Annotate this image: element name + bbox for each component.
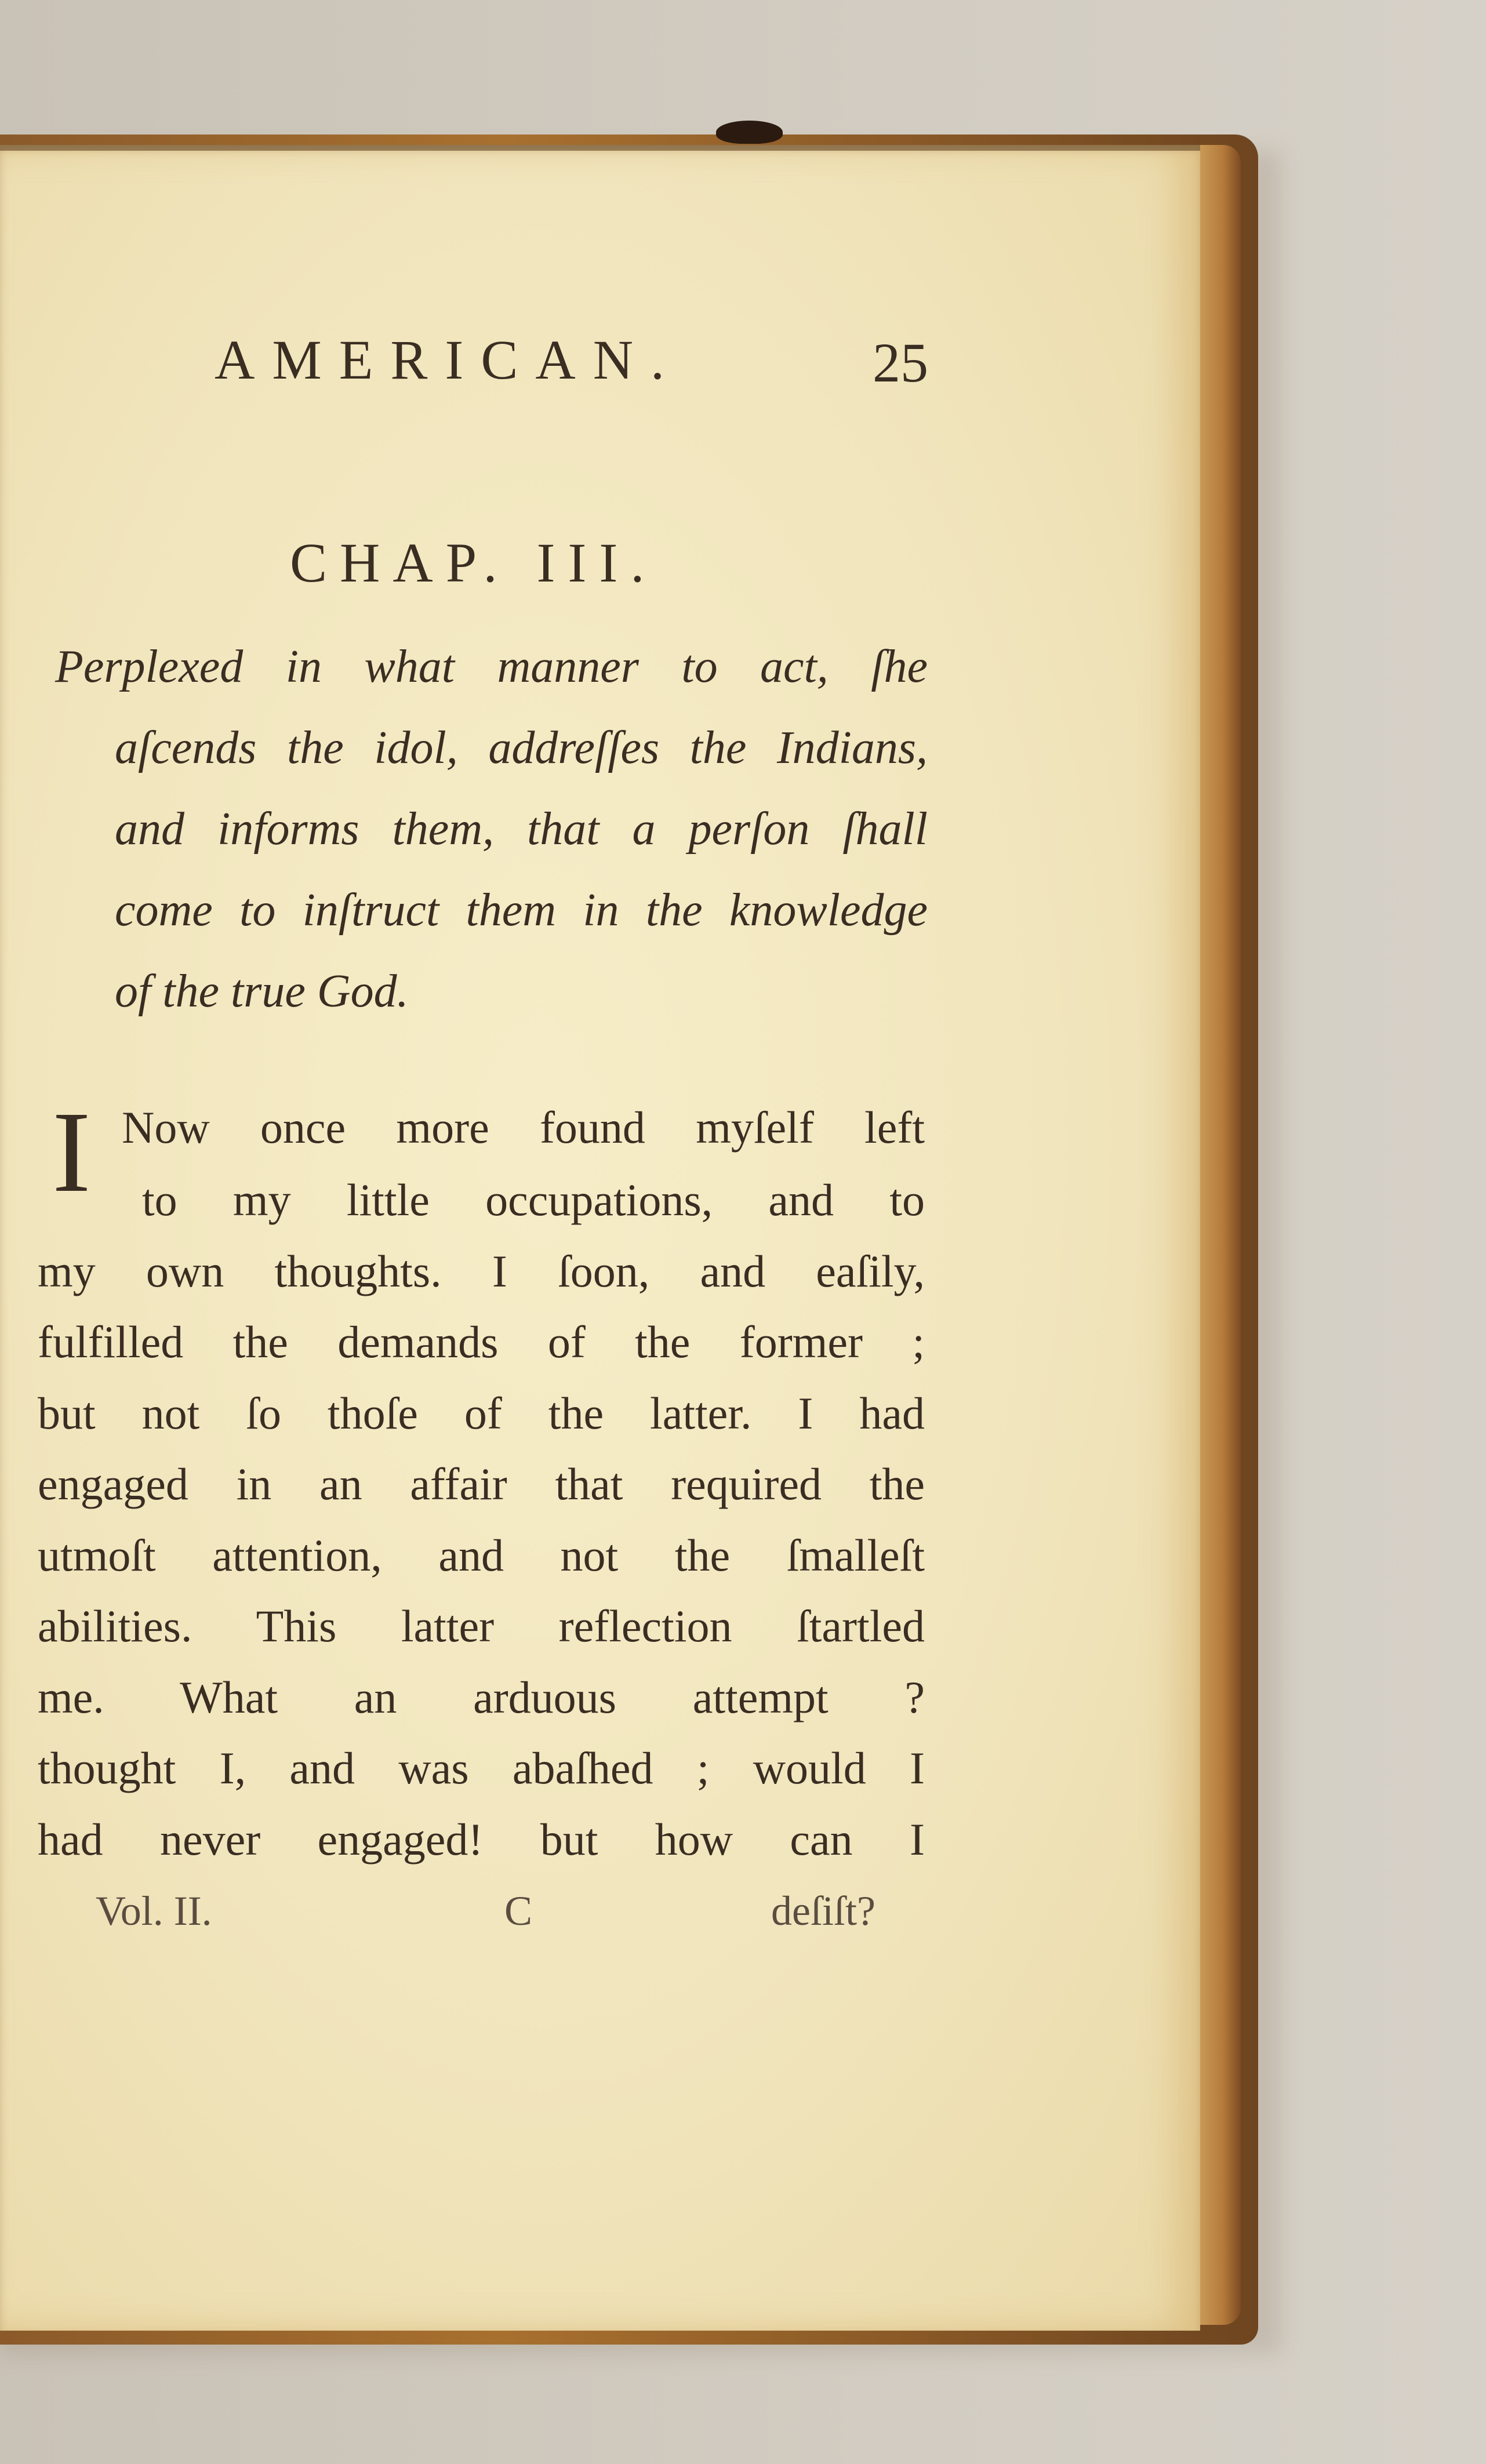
body-line: fulfilled the demands of the former ;: [38, 1317, 925, 1367]
body-line: my own thoughts. I ſoon, and eaſily,: [38, 1246, 925, 1296]
body-line: thought I, and was abaſhed ; would I: [38, 1743, 925, 1793]
chapter-summary-line: of the true God.: [115, 966, 409, 1017]
chapter-summary-line: come to inſtruct them in the knowledge: [115, 885, 928, 936]
body-line: me. What an arduous attempt ?: [38, 1672, 925, 1722]
page-number: 25: [873, 332, 928, 394]
volume-number: Vol. II.: [96, 1888, 212, 1934]
chapter-summary-line: and informs them, that a perſon ſhall: [115, 804, 928, 855]
signature-mark: C: [504, 1888, 533, 1934]
body-line: but not ſo thoſe of the latter. I had: [38, 1388, 925, 1438]
body-line: utmoſt attention, and not the ſmalleſt: [38, 1530, 925, 1580]
chapter-heading: CHAP. III.: [290, 532, 657, 594]
body-line: Now once more found myſelf left: [122, 1102, 925, 1153]
body-line: to my little occupations, and to: [142, 1175, 925, 1225]
chapter-summary-line: aſcends the idol, addreſſes the Indians,: [115, 722, 928, 773]
body-line: engaged in an affair that required the: [38, 1459, 925, 1509]
drop-cap: I: [52, 1088, 91, 1216]
body-line: abilities. This latter reflection ſtartled: [38, 1601, 925, 1651]
running-head-title: AMERICAN.: [215, 329, 682, 391]
body-line: had never engaged! but how can I: [38, 1814, 925, 1865]
chapter-summary-line: Perplexed in what manner to act, ſhe: [55, 641, 928, 692]
catchword: deſiſt?: [771, 1888, 875, 1934]
